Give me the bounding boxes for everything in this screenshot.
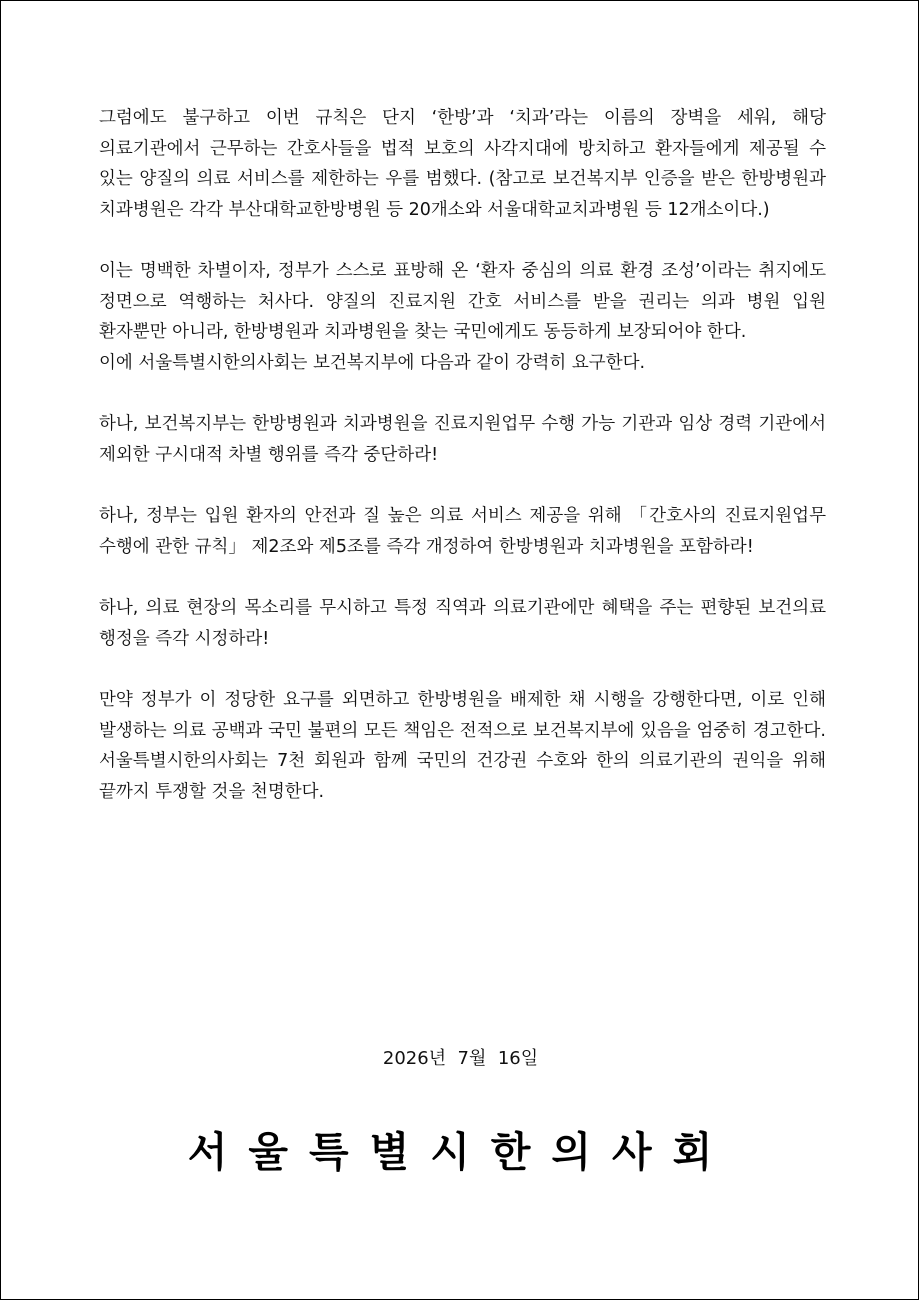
paragraph-gap: [99, 654, 826, 685]
demand-item-3: 하나, 의료 현장의 목소리를 무시하고 특정 직역과 의료기관에만 혜택을 주는 편향된 보건의료 행정을 즉각 시정하라!: [99, 598, 826, 649]
paragraph-gap: [99, 562, 826, 593]
demand-item-1: 하나, 보건복지부는 한방병원과 치과병원을 진료지원업무 수행 가능 기관과 임상 경력 기관에서 제외한 구시대적 차별 행위를 즉각 중단하라!: [99, 414, 826, 465]
paragraph-gap: [99, 225, 826, 256]
paragraph-gap: [99, 470, 826, 501]
statement-body: [99, 103, 826, 807]
statement-date: 2026년 7월 16일: [382, 1048, 539, 1069]
demand-item-2: 하나, 정부는 입원 환자의 안전과 질 높은 의료 서비스 제공을 위해 「간호사의 진료지원업무 수행에 관한 규칙」 제2조와 제5조를 즉각 개정하여 한방병원과 치과병원을 포함하라!: [99, 506, 826, 557]
organization-signature: 서울특별시한의사회: [187, 1128, 734, 1176]
paragraph-discrimination: 이는 명백한 차별이자, 정부가 스스로 표방해 온 ‘환자 중심의 의료 환경 조성’이라는 취지에도 정면으로 역행하는 처사다. 양질의 진료지원 간호 서비스를 받을 권리는 의과 병원 입원 환자뿐만 아니라, 한방병원과 치과병원을 찾는 국민에게도 동등하게 보장되어야 한다.: [99, 261, 826, 342]
paragraph-criticism: 그럼에도 불구하고 이번 규칙은 단지 ‘한방’과 ‘치과’라는 이름의 장벽을 세워, 해당 의료기관에서 근무하는 간호사들을 법적 보호의 사각지대에 방치하고 환자들에게 제공될 수 있는 양질의 의료 서비스를 제한하는 우를 범했다. (참고로 보건복지부 인증을 받은 한방병원과 치과병원은 각각 부산대학교한방병원 등 20개소와 서울대학교치과병원 등 12개소이다.): [99, 108, 826, 220]
paragraph-demand-intro: 이에 서울특별시한의사회는 보건복지부에 다음과 같이 강력히 요구한다.: [99, 352, 646, 373]
paragraph-gap: [99, 378, 826, 409]
paragraph-warning: 만약 정부가 이 정당한 요구를 외면하고 한방병원을 배제한 채 시행을 강행한다면, 이로 인해 발생하는 의료 공백과 국민 불편의 모든 책임은 전적으로 보건복지부에 있음을 엄중히 경고한다. 서울특별시한의사회는 7천 회원과 함께 국민의 건강권 수호와 한의 의료기관의 권익을 위해 끝까지 투쟁할 것을 천명한다.: [99, 690, 826, 802]
